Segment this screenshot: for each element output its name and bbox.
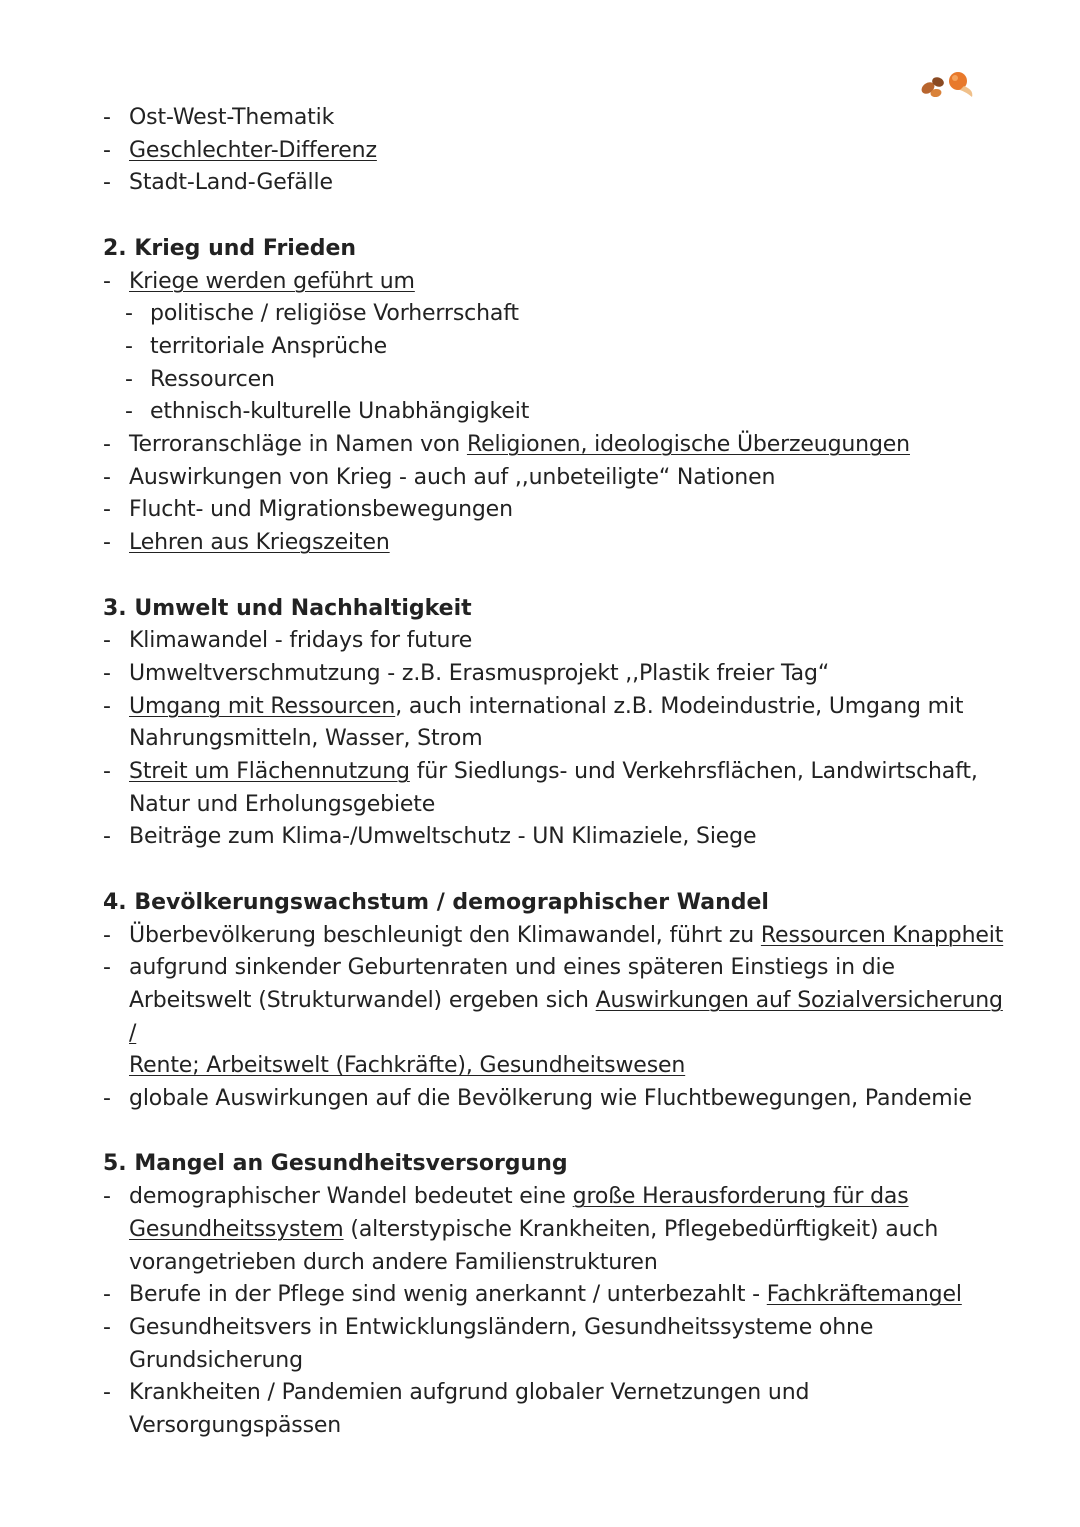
item-text: vorangetrieben durch andere Familienstrukturen <box>129 1249 658 1275</box>
item-text: Umweltverschmutzung - z.B. Erasmusprojekt ,,Plastik freier Tag“ <box>129 660 830 686</box>
section-heading: 4. Bevölkerungswachstum / demographischer Wandel <box>103 889 769 915</box>
bullet-dash: - <box>125 399 133 425</box>
item-text: Stadt-Land-Gefälle <box>129 170 333 196</box>
bullet-dash: - <box>103 660 111 686</box>
bullet-dash: - <box>103 432 111 458</box>
item-text: Auswirkungen von Krieg - auch auf ,,unbeteiligte“ Nationen <box>129 464 776 490</box>
underlined-text: große Herausforderung für das <box>572 1184 909 1210</box>
list-item <box>103 625 1003 658</box>
underlined-text: Lehren aus Kriegszeiten <box>129 530 390 556</box>
item-text: politische / religiöse Vorherrschaft <box>150 301 519 327</box>
list-item <box>103 1279 1003 1312</box>
autumn-leaves-icon <box>914 66 978 102</box>
item-text: territoriale Ansprüche <box>150 333 388 359</box>
item-text: Ost-West-Thematik <box>129 105 335 130</box>
bullet-dash: - <box>103 922 111 948</box>
item-text: demographischer Wandel bedeutet eine <box>129 1184 573 1210</box>
item-text: Flucht- und Migrationsbewegungen <box>129 497 513 523</box>
bullet-dash: - <box>103 693 111 719</box>
bullet-dash: - <box>125 333 133 359</box>
bullet-dash: - <box>103 137 111 163</box>
list-item <box>103 494 1003 527</box>
bullet-dash: - <box>103 1314 111 1340</box>
item-text: Terroranschläge in Namen von <box>129 432 467 458</box>
bullet-dash: - <box>103 268 111 294</box>
item-text: ethnisch-kulturelle Unabhängigkeit <box>150 399 530 425</box>
list-item <box>103 952 1003 1083</box>
section-heading: 2. Krieg und Frieden <box>103 235 357 261</box>
sub-list-item <box>103 298 1003 331</box>
list-item <box>103 1312 1003 1377</box>
item-text: Überbevölkerung beschleunigt den Klimawandel, führt zu <box>129 922 761 948</box>
underlined-text: Auswirkungen auf Sozialversicherung / <box>129 987 1003 1046</box>
item-text: Versorgungspässen <box>129 1413 342 1439</box>
list-item <box>103 266 1003 299</box>
item-text: aufgrund sinkender Geburtenraten und eines späteren Einstiegs in die <box>129 955 895 981</box>
bullet-dash: - <box>103 1184 111 1210</box>
bullet-dash: - <box>103 1380 111 1406</box>
item-text: Arbeitswelt (Strukturwandel) ergeben sich <box>129 987 596 1013</box>
item-text: Ressourcen <box>150 366 275 392</box>
item-text: Natur und Erholungsgebiete <box>129 791 436 817</box>
underlined-text: Gesundheitssystem <box>129 1216 344 1242</box>
item-text: Grundsicherung <box>129 1347 303 1373</box>
list-item <box>103 1181 1003 1279</box>
bullet-dash: - <box>103 1086 111 1112</box>
item-text: , auch international z.B. Modeindustrie, Umgang mit <box>395 693 964 719</box>
list-item <box>103 135 1003 168</box>
bullet-dash: - <box>103 759 111 785</box>
sub-list-item <box>103 331 1003 364</box>
bullet-dash: - <box>103 464 111 490</box>
list-item <box>103 429 1003 462</box>
underlined-text: Umgang mit Ressourcen <box>129 693 396 719</box>
bullet-dash: - <box>103 105 111 130</box>
bullet-dash: - <box>103 530 111 556</box>
list-item <box>103 920 1003 953</box>
underlined-text: Streit um Flächennutzung <box>129 759 410 785</box>
list-item <box>103 756 1003 821</box>
underlined-text: Geschlechter-Differenz <box>129 137 377 163</box>
underlined-text: Ressourcen Knappheit <box>760 922 1004 948</box>
item-text: (alterstypische Krankheiten, Pflegebedürftigkeit) auch <box>343 1216 939 1242</box>
list-item <box>103 658 1003 691</box>
list-item <box>103 821 1003 854</box>
list-item <box>103 1377 1003 1442</box>
underlined-text: Religionen, ideologische Überzeugungen <box>466 432 910 458</box>
item-text: für Siedlungs- und Verkehrsflächen, Landwirtschaft, <box>409 759 978 785</box>
item-text: Nahrungsmitteln, Wasser, Strom <box>129 726 483 752</box>
bullet-dash: - <box>103 628 111 654</box>
sub-list-item <box>103 396 1003 429</box>
list-item <box>103 691 1003 756</box>
item-text: Krankheiten / Pandemien aufgrund globaler Vernetzungen und <box>129 1380 810 1406</box>
list-item <box>103 167 1003 200</box>
sub-list-item <box>103 364 1003 397</box>
underlined-text: Rente; Arbeitswelt (Fachkräfte), Gesundheitswesen <box>129 1053 686 1079</box>
bullet-dash: - <box>103 824 111 850</box>
bullet-dash: - <box>103 170 111 196</box>
section-heading: 5. Mangel an Gesundheitsversorgung <box>103 1151 568 1177</box>
list-item <box>103 527 1003 560</box>
bullet-dash: - <box>103 497 111 523</box>
bullet-dash: - <box>103 1282 111 1308</box>
list-item <box>103 1083 1003 1116</box>
bullet-dash: - <box>103 955 111 981</box>
underlined-text: Fachkräftemangel <box>766 1282 962 1308</box>
bullet-dash: - <box>125 366 133 392</box>
item-text: Klimawandel - fridays for future <box>129 628 473 654</box>
underlined-text: Kriege werden geführt um <box>129 268 415 294</box>
item-text: Beiträge zum Klima-/Umweltschutz - UN Klimaziele, Siege <box>129 824 757 850</box>
bullet-dash: - <box>125 301 133 327</box>
list-item <box>103 462 1003 495</box>
item-text: Berufe in der Pflege sind wenig anerkannt / unterbezahlt - <box>129 1282 767 1308</box>
list-item <box>103 102 1003 135</box>
item-text: globale Auswirkungen auf die Bevölkerung wie Fluchtbewegungen, Pandemie <box>129 1086 972 1112</box>
notes-body <box>103 102 1003 1443</box>
section-heading: 3. Umwelt und Nachhaltigkeit <box>103 595 472 621</box>
item-text: Gesundheitsvers in Entwicklungsländern, Gesundheitssysteme ohne <box>129 1314 874 1340</box>
